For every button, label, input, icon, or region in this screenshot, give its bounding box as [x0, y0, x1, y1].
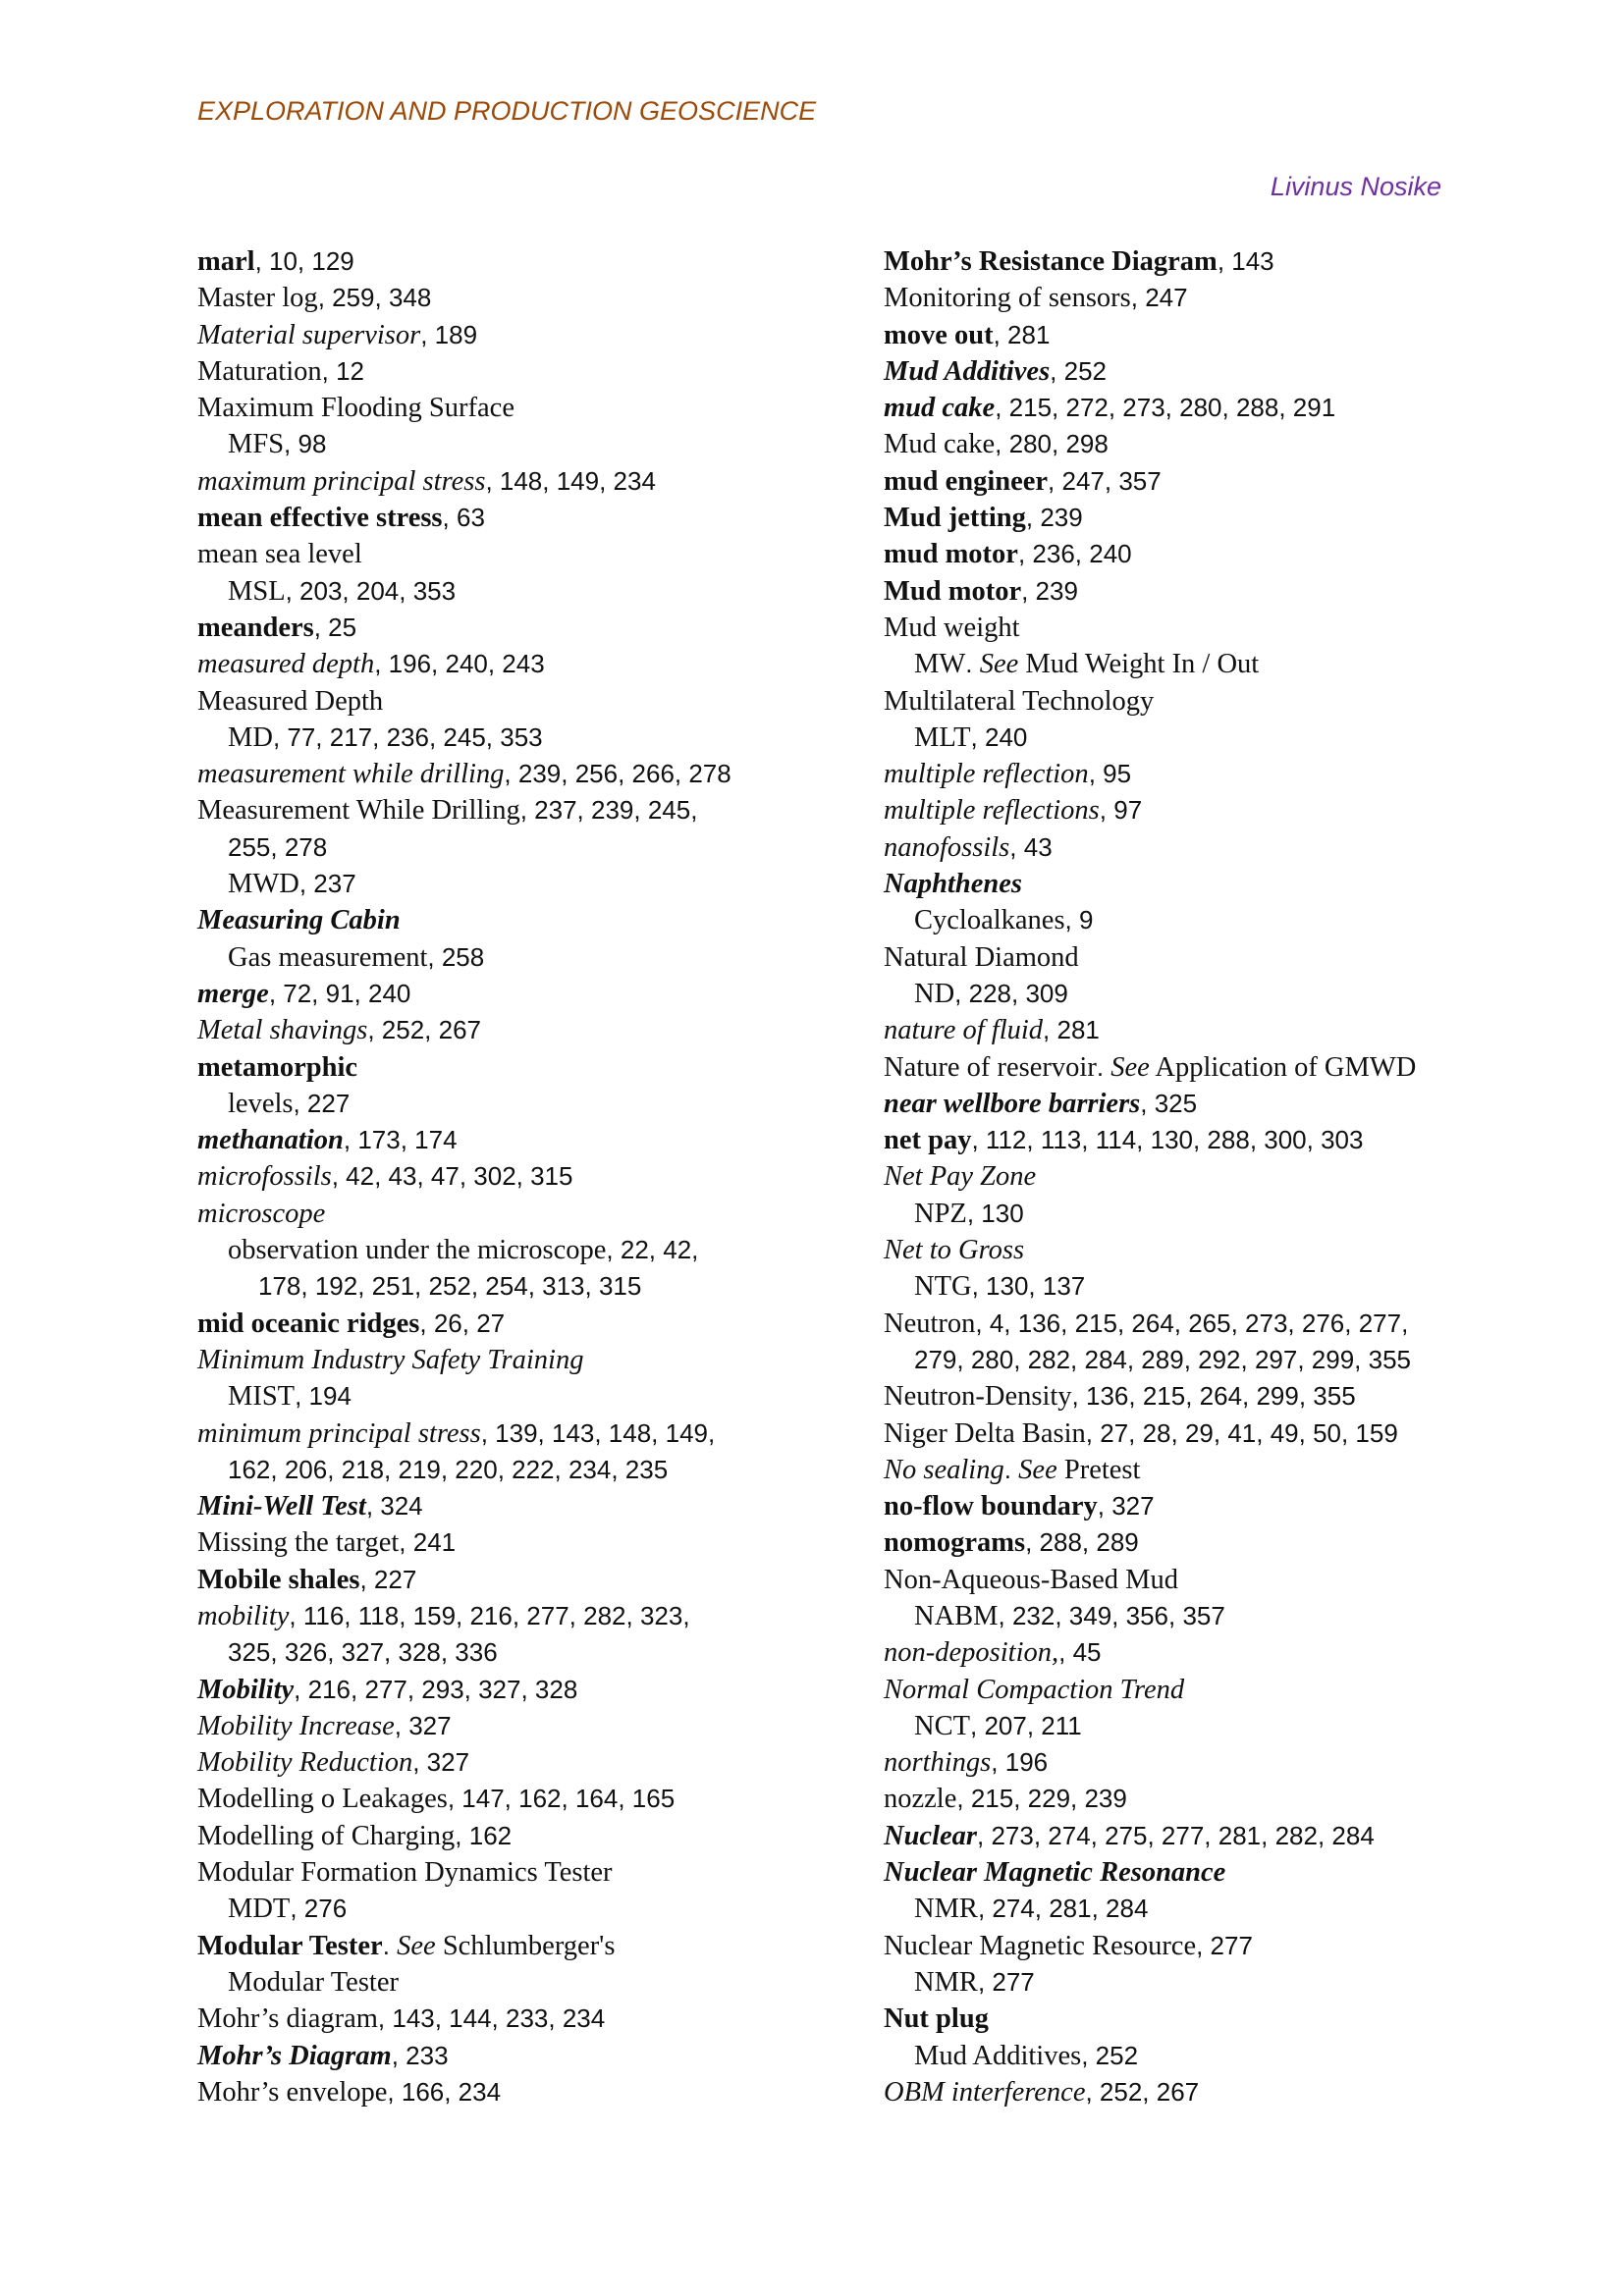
- index-column-left: [197, 243, 865, 2110]
- page-references: , 258: [427, 941, 485, 972]
- index-entry: [884, 1634, 1492, 1671]
- index-subentry: [197, 573, 865, 610]
- index-term: marl: [197, 246, 255, 277]
- index-subentry: [884, 1708, 1492, 1744]
- index-term: mud motor: [884, 539, 1018, 570]
- page-references: , 147, 162, 164, 165: [447, 1784, 676, 1814]
- index-term: Mobile shales: [197, 1564, 360, 1595]
- page-references: , 325: [1140, 1088, 1198, 1118]
- page-references: , 22, 42,: [606, 1235, 699, 1265]
- index-entry: [197, 1158, 865, 1195]
- index-subentry: [197, 1378, 865, 1415]
- page-references: , 232, 349, 356, 357: [998, 1600, 1225, 1630]
- running-head-title: EXPLORATION AND PRODUCTION GEOSCIENCE: [197, 96, 817, 126]
- see-reference-target: Application of GMWD: [1155, 1051, 1417, 1083]
- index-term: near wellbore barriers: [884, 1088, 1141, 1119]
- page-references: , 203, 204, 353: [285, 575, 457, 606]
- index-entry: [884, 1781, 1492, 1817]
- page-references: 325, 326, 327, 328, 336: [228, 1637, 498, 1668]
- index-term: mid oceanic ridges: [197, 1308, 420, 1339]
- index-term: MIST: [228, 1381, 296, 1413]
- page-references: , 277: [977, 1966, 1035, 1997]
- index-subentry: [884, 1268, 1492, 1305]
- index-term: Minimum Industry Safety Training: [197, 1344, 584, 1375]
- index-term: Cycloalkanes: [914, 905, 1065, 936]
- index-subentry: [884, 1598, 1492, 1634]
- index-term: Nuclear: [884, 1820, 977, 1851]
- index-subentry: [884, 1342, 1492, 1378]
- index-term: Mohr’s Diagram: [197, 2040, 392, 2071]
- page-references: , 42, 43, 47, 302, 315: [331, 1161, 573, 1192]
- index-term: Mud cake: [884, 429, 996, 460]
- page-references: .: [1096, 1051, 1111, 1082]
- index-term: MFS: [228, 429, 285, 460]
- index-term: ND: [914, 978, 955, 1009]
- index-subentry: [884, 720, 1492, 756]
- index-entry: [884, 792, 1492, 828]
- page-references: , 196, 240, 243: [374, 649, 545, 679]
- index-subentry: [884, 2038, 1492, 2074]
- page-references: , 10, 129: [254, 246, 354, 276]
- index-entry: [197, 1012, 865, 1048]
- index-entry: [197, 500, 865, 536]
- index-term: Mobility: [197, 1674, 295, 1705]
- index-entry: [884, 2001, 1492, 2037]
- page-references: , 239, 256, 266, 278: [504, 759, 731, 789]
- page-references: , 63: [442, 503, 485, 533]
- page-references: , 162: [455, 1820, 513, 1850]
- index-subentry: [884, 646, 1492, 682]
- page-references: , 12: [321, 355, 365, 386]
- index-entry: [884, 500, 1492, 536]
- index-term: no-flow boundary: [884, 1491, 1098, 1522]
- index-entry: [197, 1306, 865, 1342]
- index-term: MW: [914, 649, 966, 680]
- index-term: NPZ: [914, 1198, 967, 1229]
- index-entry: [197, 610, 865, 646]
- index-term: MD: [228, 721, 273, 753]
- page-references: , 276: [290, 1894, 348, 1924]
- page-references: , 112, 113, 114, 130, 288, 300, 303: [971, 1125, 1364, 1155]
- index-subentry: [884, 1964, 1492, 2001]
- page-references: , 97: [1099, 795, 1143, 826]
- page-references: , 216, 277, 293, 327, 328: [294, 1674, 578, 1704]
- index-term: NMR: [914, 1966, 978, 1998]
- page-references: , 72, 91, 240: [268, 978, 411, 1008]
- page-references: , 130: [966, 1198, 1024, 1228]
- index-entry: [197, 317, 865, 353]
- index-entry: [884, 317, 1492, 353]
- index-term: No sealing: [884, 1454, 1004, 1485]
- index-entry: [884, 1415, 1492, 1452]
- page-references: , 207, 211: [970, 1710, 1082, 1740]
- see-reference-label: See: [1018, 1454, 1057, 1485]
- index-entry: [197, 2074, 865, 2110]
- index-subentry: [197, 939, 865, 976]
- index-entry: [197, 1854, 865, 1891]
- page-references: , 215, 229, 239: [956, 1784, 1127, 1814]
- page-references: , 277: [1196, 1930, 1253, 1960]
- index-term: nomograms: [884, 1527, 1026, 1559]
- index-entry: [884, 353, 1492, 390]
- index-term: Material supervisor: [197, 319, 421, 350]
- index-term: Maturation: [197, 355, 322, 387]
- index-term: MLT: [914, 721, 971, 753]
- index-term: move out: [884, 319, 994, 350]
- index-term: Modular Formation Dynamics Tester: [197, 1857, 613, 1889]
- author-name: Livinus Nosike: [1270, 172, 1441, 201]
- see-reference-label: See: [1110, 1051, 1150, 1083]
- index-entry: [884, 1306, 1492, 1342]
- page-references: , 252: [1050, 355, 1107, 386]
- page-references: , 233: [391, 2040, 449, 2070]
- page-references: , 143: [1217, 246, 1274, 276]
- index-term: maximum principal stress: [197, 465, 486, 497]
- page-references: , 327: [1097, 1491, 1155, 1522]
- page-references: , 259, 348: [317, 283, 432, 313]
- page-references: , 288, 289: [1025, 1527, 1139, 1558]
- index-term: Modular Tester: [197, 1930, 383, 1961]
- index-entry: [197, 1196, 865, 1232]
- index-term: Monitoring of sensors: [884, 283, 1131, 314]
- page-references: , 148, 149, 234: [485, 465, 656, 496]
- page-references: , 116, 118, 159, 216, 277, 282, 323,: [289, 1600, 690, 1630]
- index-term: mean sea level: [197, 539, 362, 570]
- index-entry: [197, 1524, 865, 1561]
- index-term: Niger Delta Basin: [884, 1417, 1086, 1449]
- index-term: Missing the target: [197, 1527, 400, 1559]
- index-term: Nut plug: [884, 2003, 989, 2035]
- index-term: northings: [884, 1747, 992, 1779]
- index-term: Mobility Increase: [197, 1710, 395, 1741]
- index-term: nature of fluid: [884, 1015, 1044, 1046]
- index-subentry: [197, 1634, 865, 1671]
- index-term: Measured Depth: [197, 685, 384, 717]
- index-term: merge: [197, 978, 269, 1009]
- index-entry: [884, 536, 1492, 572]
- index-entry: [197, 353, 865, 390]
- index-entry: [197, 280, 865, 316]
- index-term: Mud Additives: [914, 2040, 1082, 2071]
- index-entry: [197, 2001, 865, 2037]
- index-term: Mohr’s diagram: [197, 2003, 378, 2035]
- index-term: Mini-Well Test: [197, 1491, 366, 1522]
- page-references: , 239: [1021, 575, 1078, 606]
- index-term: mobility: [197, 1600, 290, 1631]
- page-references: , 252, 267: [367, 1015, 482, 1045]
- index-term: mean effective stress: [197, 503, 443, 534]
- index-entry: [197, 243, 865, 280]
- index-entry: [197, 756, 865, 792]
- index-term: Non-Aqueous-Based Mud: [884, 1564, 1179, 1595]
- index-entry: [884, 1928, 1492, 1964]
- page-references: , 324: [365, 1491, 423, 1522]
- page-references: , 237: [298, 869, 356, 899]
- page-references: , 27, 28, 29, 41, 49, 50, 159: [1085, 1417, 1398, 1448]
- index-term: microscope: [197, 1198, 326, 1229]
- index-subentry: [197, 426, 865, 462]
- index-entry: [884, 756, 1492, 792]
- index-entry: [197, 1744, 865, 1781]
- index-term: nozzle: [884, 1784, 957, 1815]
- page-references: , 227: [359, 1564, 417, 1594]
- index-term: metamorphic: [197, 1051, 358, 1083]
- index-entry: [197, 683, 865, 720]
- page-references: , 139, 143, 148, 149,: [480, 1417, 716, 1448]
- index-term: Nuclear Magnetic Resource: [884, 1930, 1197, 1961]
- index-entry: [884, 1049, 1492, 1086]
- index-term: multiple reflections: [884, 795, 1100, 827]
- index-entry: [884, 1562, 1492, 1598]
- index-entry: [884, 1158, 1492, 1195]
- index-entry: [884, 939, 1492, 976]
- index-subentry: [197, 1086, 865, 1122]
- page-references: , 273, 274, 275, 277, 281, 282, 284: [977, 1820, 1375, 1850]
- index-term: Mud motor: [884, 575, 1022, 607]
- index-term: net pay: [884, 1125, 972, 1156]
- index-term: levels: [228, 1088, 294, 1119]
- index-entry: [884, 463, 1492, 500]
- page-references: , 327: [412, 1747, 470, 1778]
- index-term: Measurement While Drilling: [197, 795, 520, 827]
- index-subentry: [884, 902, 1492, 938]
- index-term: Gas measurement: [228, 941, 428, 973]
- page-references: , 241: [399, 1527, 457, 1558]
- index-subentry: [197, 1268, 865, 1305]
- index-term: Mohr’s envelope: [197, 2076, 388, 2108]
- page-references: .: [965, 649, 980, 679]
- page-references: , 237, 239, 245,: [519, 795, 698, 826]
- index-entry: [884, 280, 1492, 316]
- index-entry: [884, 1452, 1492, 1488]
- page-references: , 247, 357: [1048, 465, 1162, 496]
- page-references: 162, 206, 218, 219, 220, 222, 234, 235: [228, 1454, 669, 1484]
- index-term: Net to Gross: [884, 1235, 1025, 1266]
- page-references: 255, 278: [228, 831, 328, 862]
- index-entry: [197, 902, 865, 938]
- index-term: Mud weight: [884, 612, 1020, 643]
- index-entry: [884, 2074, 1492, 2110]
- page-references: , 143, 144, 233, 234: [377, 2003, 606, 2034]
- index-term: Mud Additives: [884, 355, 1051, 387]
- index-term: Neutron-Density: [884, 1381, 1072, 1413]
- index-subentry: [197, 1964, 865, 2001]
- index-term: multiple reflection: [884, 759, 1089, 790]
- index-term: Modelling of Charging: [197, 1820, 456, 1851]
- index-entry: [197, 792, 865, 828]
- page-references: , 98: [284, 429, 327, 459]
- index-subentry: [884, 976, 1492, 1012]
- index-subentry: [197, 829, 865, 866]
- page-references: , 280, 298: [995, 429, 1109, 459]
- page-references: , 327: [394, 1710, 452, 1740]
- index-subentry: [197, 720, 865, 756]
- index-subentry: [197, 1452, 865, 1488]
- page-references: , 196: [991, 1747, 1049, 1778]
- index-entry: [884, 1488, 1492, 1524]
- index-entry: [197, 1122, 865, 1158]
- page-references: , 166, 234: [387, 2076, 502, 2107]
- page-references: , 194: [295, 1381, 352, 1412]
- index-term: mud cake: [884, 393, 996, 424]
- index-subentry: [197, 1891, 865, 1927]
- index-entry: [197, 1049, 865, 1086]
- index-entry: [884, 1744, 1492, 1781]
- index-entry: [884, 1378, 1492, 1415]
- index-entry: [197, 536, 865, 572]
- index-entry: [197, 976, 865, 1012]
- page-references: .: [1003, 1454, 1019, 1484]
- see-reference-target: Mud Weight In / Out: [1025, 649, 1260, 680]
- index-term: Mohr’s Resistance Diagram: [884, 246, 1218, 277]
- index-entry: [884, 390, 1492, 426]
- page-references: , 236, 240: [1017, 539, 1132, 569]
- index-term: Naphthenes: [884, 869, 1022, 900]
- index-entry: [884, 1122, 1492, 1158]
- page-references: 178, 192, 251, 252, 254, 313, 315: [258, 1271, 642, 1302]
- index-term: NMR: [914, 1894, 978, 1925]
- index-term: Nuclear Magnetic Resonance: [884, 1857, 1226, 1889]
- index-entry: [884, 1818, 1492, 1854]
- index-entry: [884, 1524, 1492, 1561]
- see-reference-target: Pretest: [1063, 1454, 1141, 1485]
- index-term: microfossils: [197, 1161, 332, 1193]
- index-term: Neutron: [884, 1308, 976, 1339]
- index-entry: [884, 1012, 1492, 1048]
- page-references: , 45: [1058, 1637, 1102, 1668]
- index-entry: [197, 646, 865, 682]
- page-references: , 215, 272, 273, 280, 288, 291: [995, 393, 1336, 423]
- index-entry: [884, 683, 1492, 720]
- index-subentry: [197, 1232, 865, 1268]
- index-entry: [884, 1854, 1492, 1891]
- index-term: MWD: [228, 869, 299, 900]
- index-subentry: [197, 866, 865, 902]
- index-term: meanders: [197, 612, 314, 643]
- page-references: , 43: [1009, 831, 1053, 862]
- index-entry: [197, 1672, 865, 1708]
- index-entry: [884, 829, 1492, 866]
- page-references: , 77, 217, 236, 245, 353: [272, 721, 543, 752]
- index-term: Master log: [197, 283, 318, 314]
- page-references: , 281: [993, 319, 1051, 349]
- index-entry: [197, 2038, 865, 2074]
- index-term: Multilateral Technology: [884, 685, 1155, 717]
- page-references: , 252, 267: [1085, 2076, 1200, 2107]
- index-entry: [197, 1415, 865, 1452]
- page-references: , 228, 309: [954, 978, 1068, 1008]
- page-references: , 239: [1025, 503, 1083, 533]
- index-term: Normal Compaction Trend: [884, 1674, 1185, 1705]
- index-term: Net Pay Zone: [884, 1161, 1037, 1193]
- index-term: mud engineer: [884, 465, 1049, 497]
- index-term: NCT: [914, 1710, 970, 1741]
- index-term: NTG: [914, 1271, 972, 1303]
- index-column-right: [884, 243, 1492, 2110]
- page-references: , 189: [420, 319, 478, 349]
- index-term: Mobility Reduction: [197, 1747, 413, 1779]
- index-entry: [884, 1086, 1492, 1122]
- page-references: 279, 280, 282, 284, 289, 292, 297, 299, 355: [914, 1344, 1411, 1374]
- index-term: methanation: [197, 1125, 344, 1156]
- index-term: OBM interference: [884, 2076, 1086, 2108]
- index-term: Nature of reservoir: [884, 1051, 1097, 1083]
- page-references: , 247: [1130, 283, 1188, 313]
- page-references: , 4, 136, 215, 264, 265, 273, 276, 277,: [975, 1308, 1409, 1338]
- see-reference-label: See: [979, 649, 1019, 680]
- index-term: nanofossils: [884, 831, 1010, 863]
- index-entry: [197, 1598, 865, 1634]
- page-references: , 274, 281, 284: [977, 1894, 1149, 1924]
- index-term: MSL: [228, 575, 286, 607]
- index-entry: [884, 1672, 1492, 1708]
- see-reference-target: Schlumberger's: [442, 1930, 616, 1961]
- index-entry: [197, 1928, 865, 1964]
- index-term: Modular Tester: [228, 1966, 399, 1998]
- index-entry: [884, 1232, 1492, 1268]
- index-entry: [197, 1818, 865, 1854]
- index-entry: [884, 866, 1492, 902]
- index-term: Maximum Flooding Surface: [197, 393, 514, 424]
- index-term: Metal shavings: [197, 1015, 368, 1046]
- index-entry: [197, 1342, 865, 1378]
- index-term: Natural Diamond: [884, 941, 1079, 973]
- index-term: Mud jetting: [884, 503, 1026, 534]
- page-references: , 281: [1043, 1015, 1100, 1045]
- index-term: minimum principal stress: [197, 1417, 481, 1449]
- index-term: measured depth: [197, 649, 375, 680]
- index-entry: [197, 1781, 865, 1817]
- page-references: , 25: [313, 612, 357, 642]
- page-references: , 173, 174: [343, 1125, 458, 1155]
- index-entry: [884, 610, 1492, 646]
- index-entry: [197, 1488, 865, 1524]
- page-references: .: [382, 1930, 398, 1960]
- page-references: , 9: [1064, 905, 1094, 935]
- see-reference-label: See: [397, 1930, 436, 1961]
- index-entry: [884, 243, 1492, 280]
- index-entry: [197, 1708, 865, 1744]
- index-entry: [884, 426, 1492, 462]
- page-references: , 136, 215, 264, 299, 355: [1071, 1381, 1356, 1412]
- page-references: , 95: [1088, 759, 1132, 789]
- index-subentry: [884, 1891, 1492, 1927]
- page-references: , 227: [293, 1088, 351, 1118]
- index-term: MDT: [228, 1894, 291, 1925]
- index-term: Modelling o Leakages: [197, 1784, 448, 1815]
- index-entry: [197, 1562, 865, 1598]
- page-references: , 130, 137: [971, 1271, 1086, 1302]
- index-term: non-deposition,: [884, 1637, 1059, 1669]
- index-entry: [197, 463, 865, 500]
- index-term: NABM: [914, 1600, 999, 1631]
- index-term: observation under the microscope: [228, 1235, 607, 1266]
- page-references: , 26, 27: [419, 1308, 506, 1338]
- page-references: , 240: [970, 721, 1028, 752]
- index-term: Measuring Cabin: [197, 905, 401, 936]
- page-references: , 252: [1081, 2040, 1139, 2070]
- index-entry: [884, 573, 1492, 610]
- index-entry: [197, 390, 865, 426]
- index-subentry: [884, 1196, 1492, 1232]
- index-term: measurement while drilling: [197, 759, 505, 790]
